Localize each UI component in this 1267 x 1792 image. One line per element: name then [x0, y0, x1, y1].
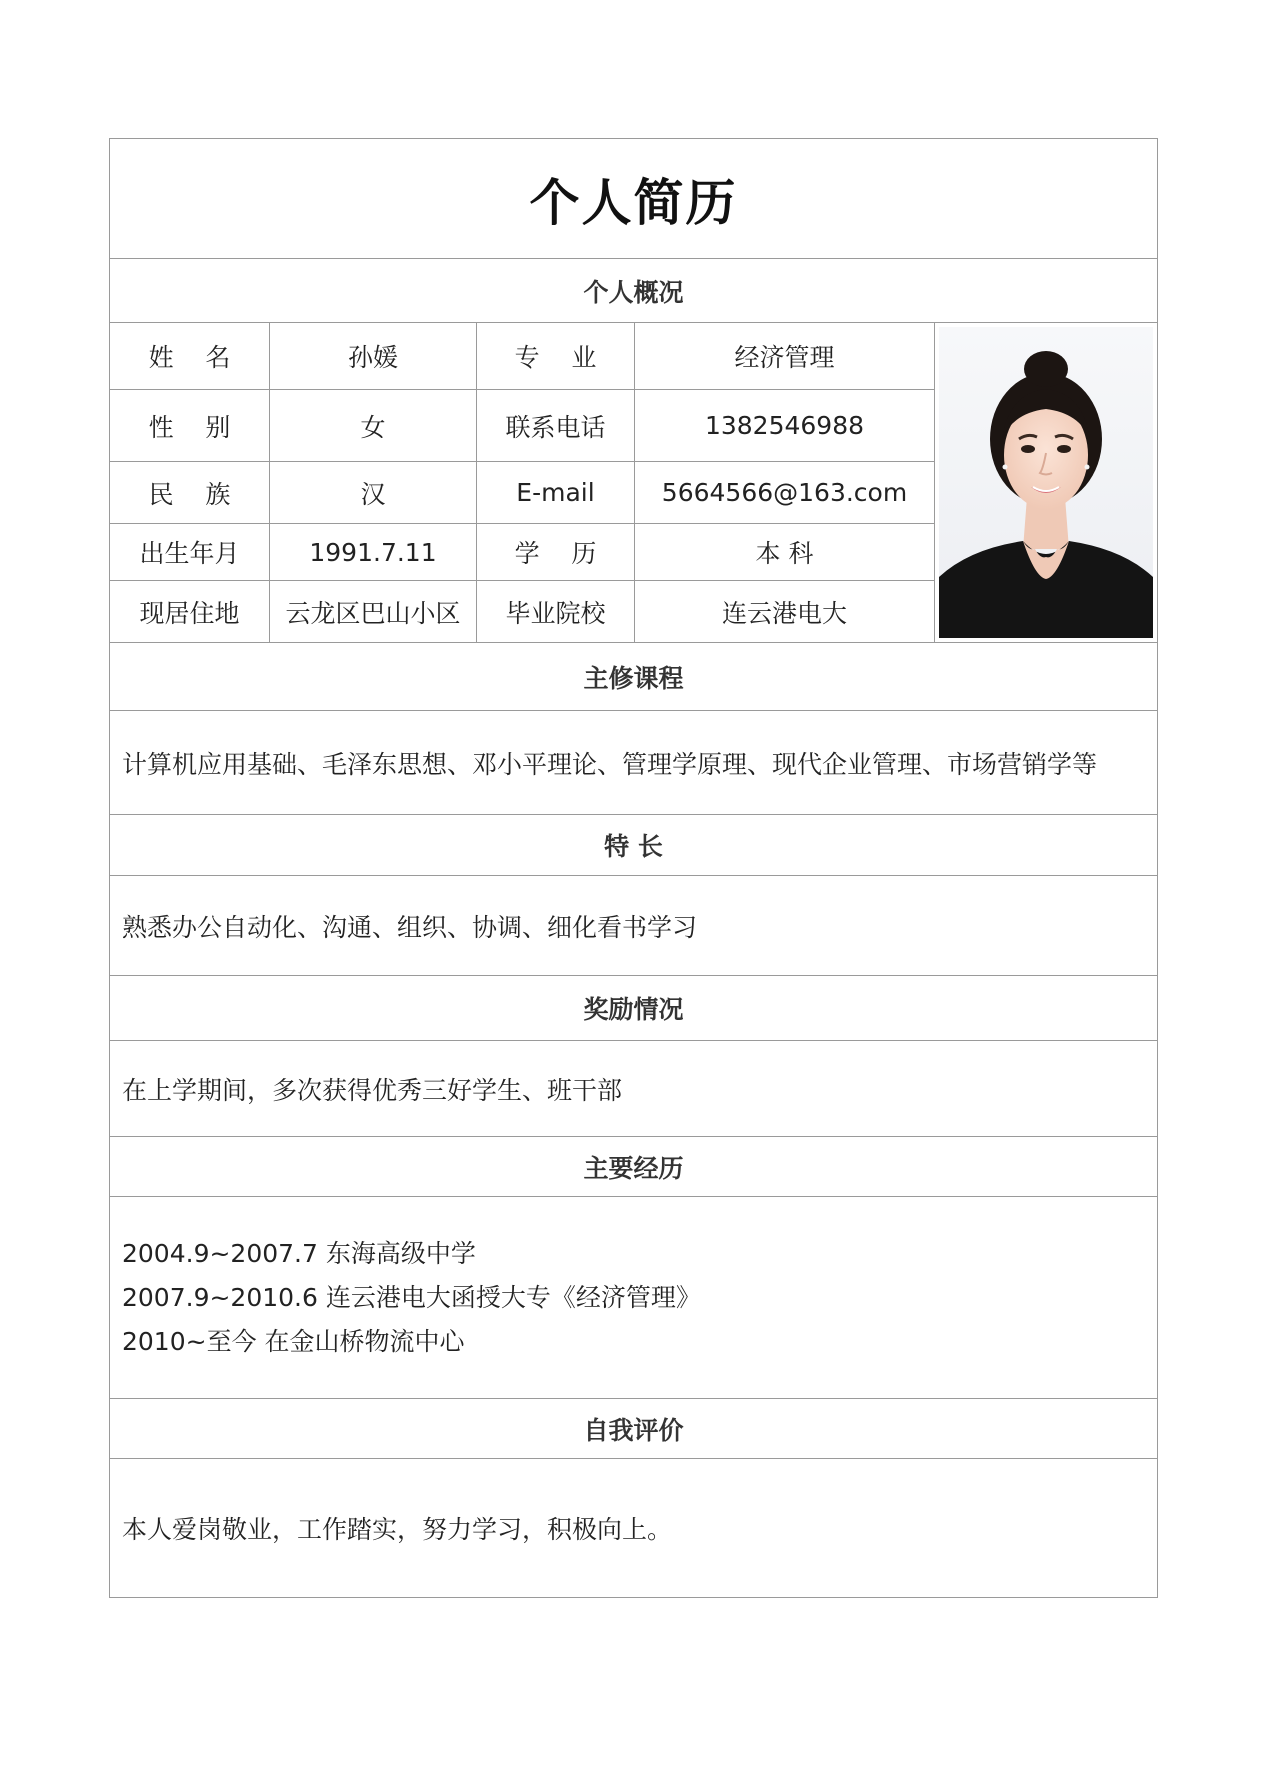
experience-item: 2007.9~2010.6 连云港电大函授大专《经济管理》: [122, 1282, 701, 1312]
address-label: 现居住地: [110, 581, 270, 642]
gender-label: 性 别: [110, 390, 270, 462]
education-value: 本 科: [635, 524, 935, 581]
ethnicity-label: 民 族: [110, 462, 270, 524]
experience-content: [110, 1197, 1157, 1399]
profile-photo: [935, 323, 1157, 642]
birth-label: 出生年月: [110, 524, 270, 581]
evaluation-content: 本人爱岗敬业，工作踏实，努力学习，积极向上。: [122, 1515, 673, 1544]
section-heading-experience: 主要经历: [110, 1137, 1157, 1197]
courses-content: 计算机应用基础、毛泽东思想、邓小平理论、管理学原理、现代企业管理、市场营销学等: [110, 711, 1157, 815]
section-heading-evaluation: 自我评价: [110, 1399, 1157, 1459]
resume-sheet: [109, 138, 1158, 1598]
education-label: 学 历: [477, 524, 635, 581]
school-label: 毕业院校: [477, 581, 635, 642]
email-value: 5664566@163.com: [635, 462, 935, 524]
birth-value: 1991.7.11: [270, 524, 477, 581]
section-heading-skills: 特 长: [110, 815, 1157, 876]
info-grid: [110, 323, 1157, 643]
phone-label: 联系电话: [477, 390, 635, 462]
gender-value: 女: [270, 390, 477, 462]
section-heading-courses: 主修课程: [110, 643, 1157, 711]
page-title: 个人简历: [110, 139, 1157, 259]
phone-value: 1382546988: [635, 390, 935, 462]
section-heading-awards: 奖励情况: [110, 976, 1157, 1041]
major-label: 专 业: [477, 323, 635, 390]
experience-item: 2004.9~2007.7 东海高级中学: [122, 1238, 476, 1268]
address-value: 云龙区巴山小区: [270, 581, 477, 642]
name-label: 姓 名: [110, 323, 270, 390]
ethnicity-value: 汉: [270, 462, 477, 524]
skills-content: 熟悉办公自动化、沟通、组织、协调、细化看书学习: [110, 876, 1157, 976]
major-value: 经济管理: [635, 323, 935, 390]
portrait-image: [939, 327, 1153, 638]
awards-content: 在上学期间，多次获得优秀三好学生、班干部: [110, 1041, 1157, 1137]
email-label: E-mail: [477, 462, 635, 524]
school-value: 连云港电大: [635, 581, 935, 642]
section-heading-overview: 个人概况: [110, 259, 1157, 323]
experience-item: 2010~至今 在金山桥物流中心: [122, 1326, 465, 1356]
name-value: 孙媛: [270, 323, 477, 390]
